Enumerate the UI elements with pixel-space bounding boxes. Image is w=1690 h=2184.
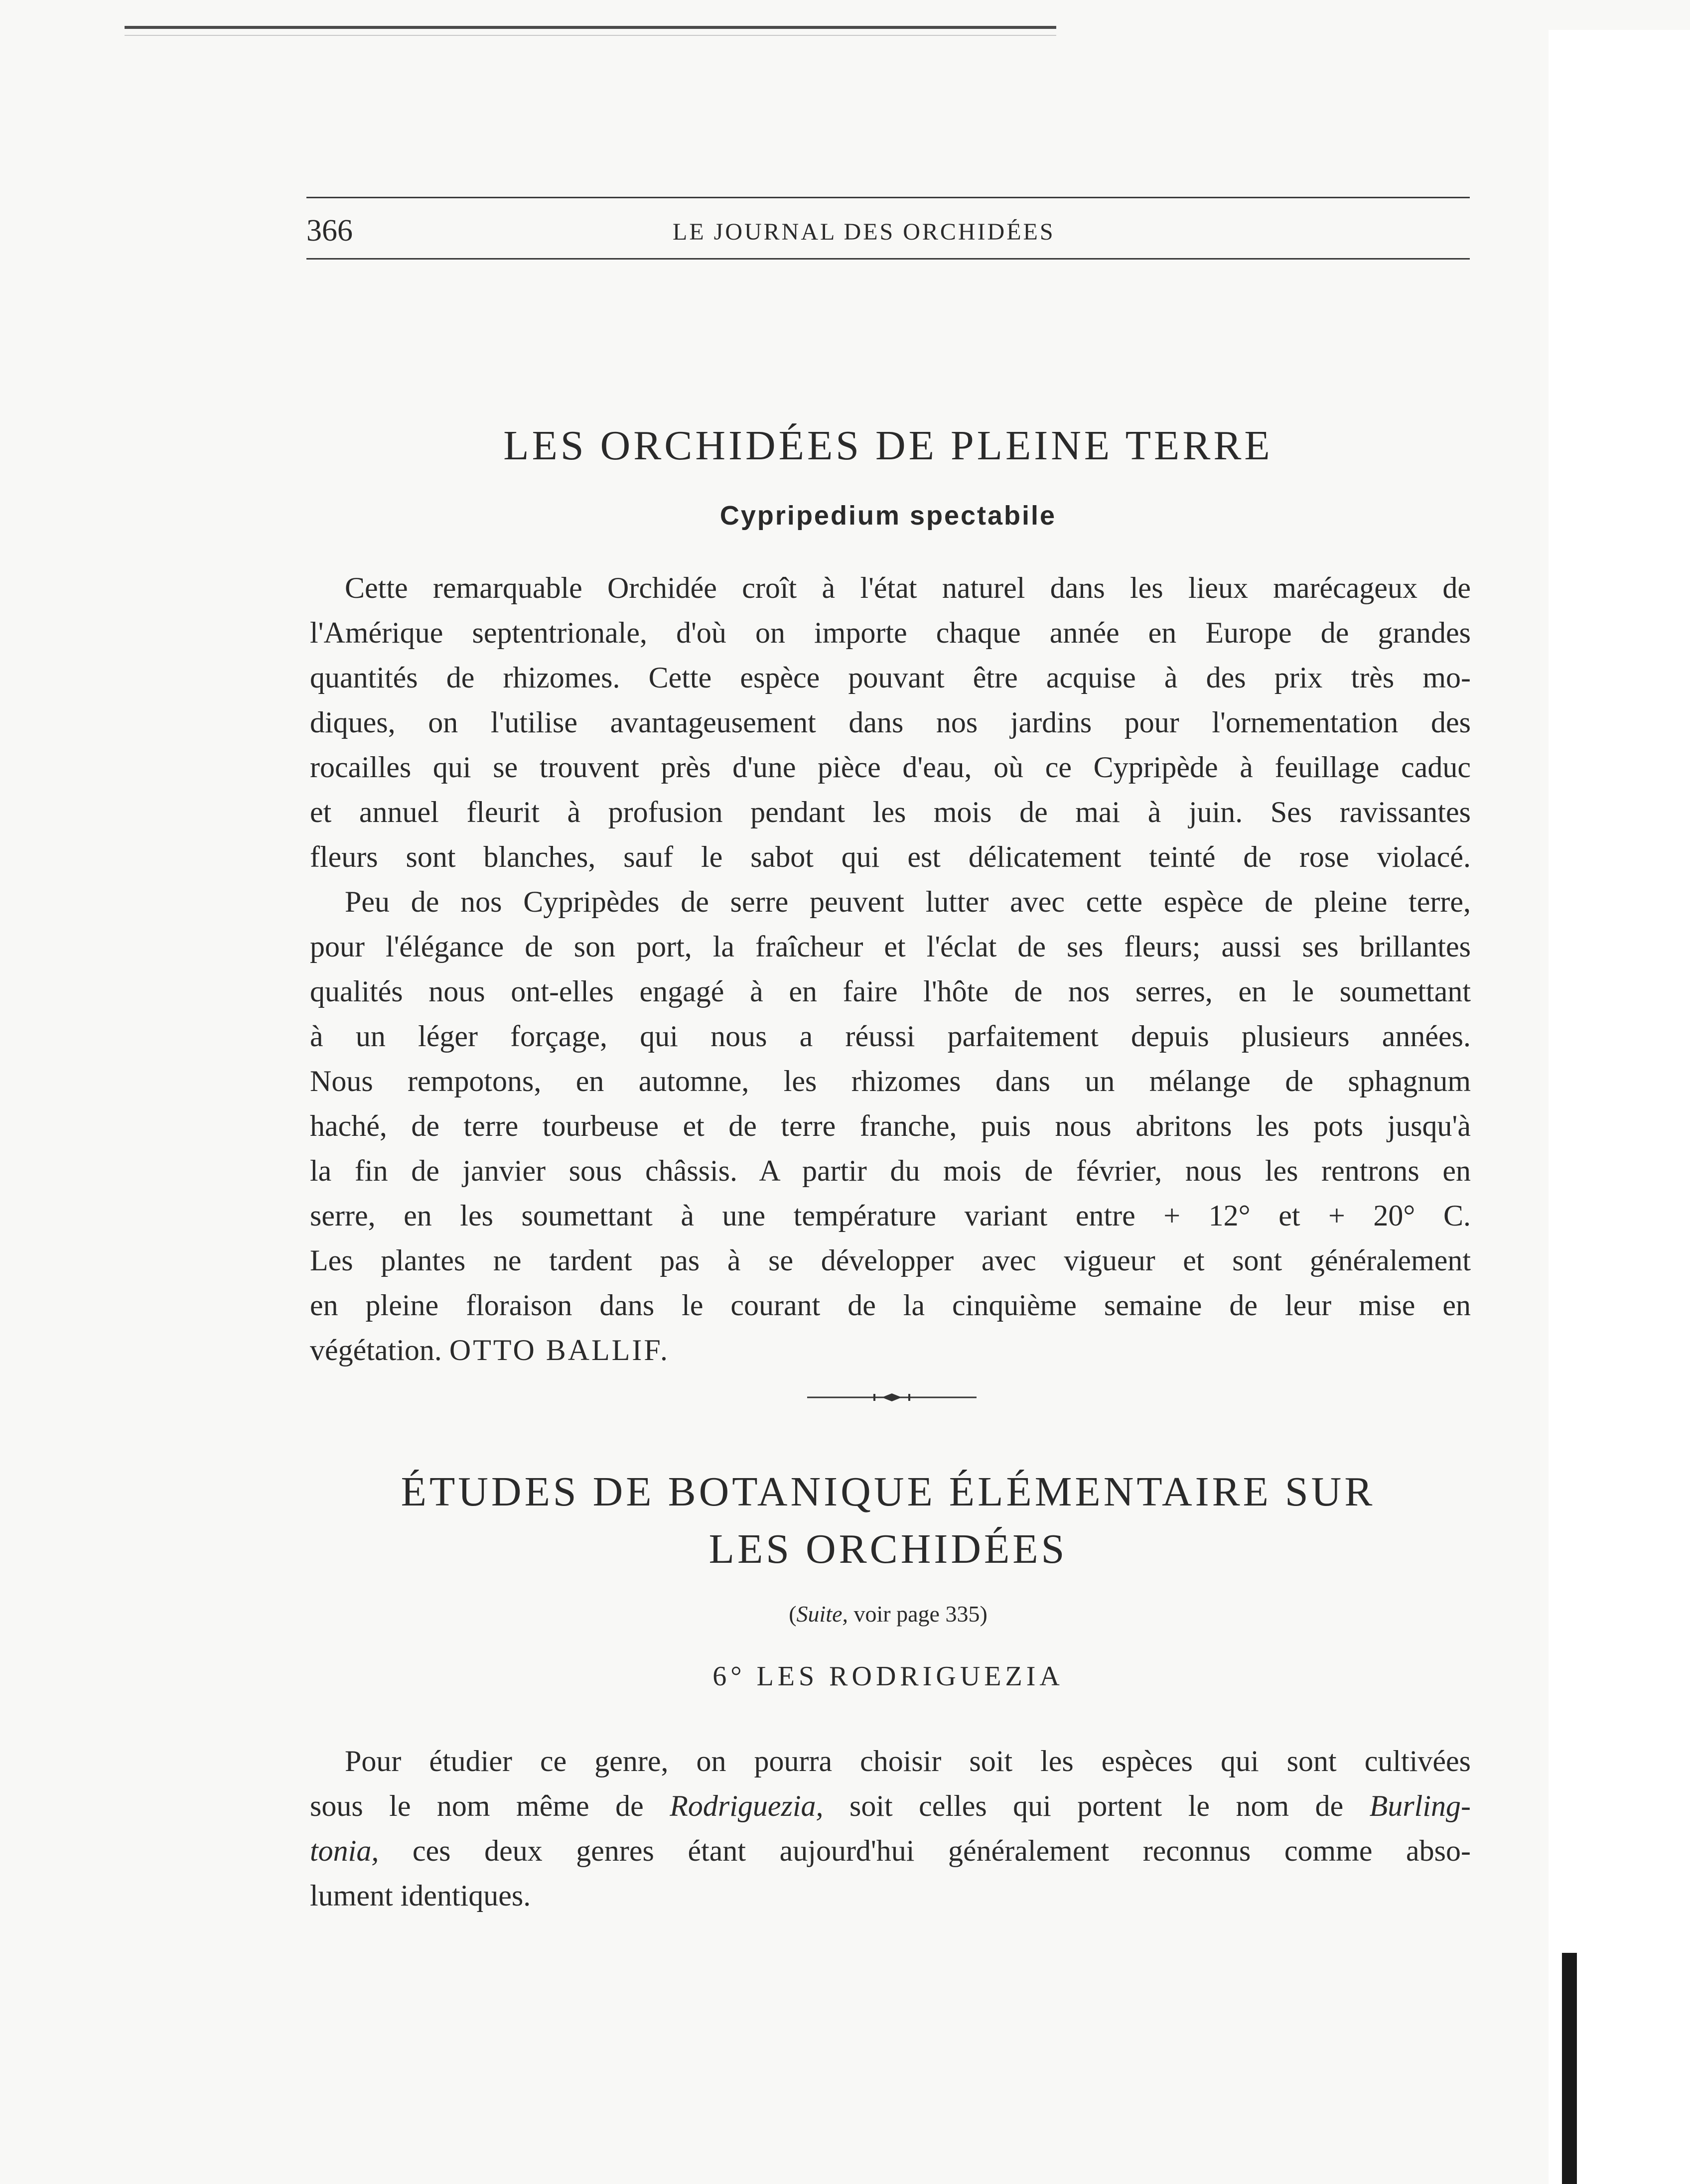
- article-title: LES ORCHIDÉES DE PLEINE TERRE: [503, 422, 1273, 469]
- text-line: haché, de terre tourbeuse et de terre franche, puis nous abritons les pots jusqu'à: [310, 1109, 1471, 1142]
- text-line: rocailles qui se trouvent près d'une pièce d'eau, où ce Cypripède à feuillage caduc: [310, 751, 1471, 784]
- header-rule-bottom: [306, 258, 1470, 260]
- page-number: 366: [306, 214, 353, 248]
- paragraph-3: [310, 1739, 1471, 1918]
- text-line: et annuel fleurit à profusion pendant les mois de mai à juin. Ses ravissantes: [310, 796, 1471, 828]
- text-line: Peu de nos Cypripèdes de serre peuvent lutter avec cette espèce de pleine terre,: [345, 885, 1471, 918]
- author-signature: OTTO BALLIF.: [449, 1334, 670, 1366]
- text-line: quantités de rhizomes. Cette espèce pouvant être acquise à des prix très mo-: [310, 661, 1471, 694]
- running-title: LE JOURNAL DES ORCHIDÉES: [673, 219, 1055, 245]
- scan-right-margin: [1549, 30, 1690, 2184]
- text-line: pour l'élégance de son port, la fraîcheur et l'éclat de ses fleurs; aussi ses brillantes: [310, 930, 1471, 963]
- text-line: qualités nous ont-elles engagé à en faire l'hôte de nos serres, en le soumettant: [310, 975, 1471, 1008]
- scan-faint-rule: [125, 35, 1056, 36]
- text-line: Cette remarquable Orchidée croît à l'état naturel dans les lieux marécageux de: [345, 571, 1471, 604]
- scan-top-rule: [125, 26, 1056, 29]
- paragraph-1: [310, 565, 1471, 879]
- header-rule-top: [306, 197, 1470, 198]
- scan-dark-edge: [1562, 1953, 1577, 2184]
- text-line: à un léger forçage, qui nous a réussi parfaitement depuis plusieurs années.: [310, 1020, 1471, 1053]
- article-2-title-line-2: LES ORCHIDÉES: [708, 1526, 1068, 1572]
- section-divider-ornament: [807, 1392, 977, 1402]
- text-line: Nous rempotons, en automne, les rhizomes dans un mélange de sphagnum: [310, 1065, 1471, 1097]
- text-line: l'Amérique septentrionale, d'où on importe chaque année en Europe de grandes: [310, 616, 1471, 649]
- text-line: sous le nom même de Rodriguezia, soit celles qui portent le nom de Burling-: [310, 1789, 1471, 1822]
- text-line: tonia, ces deux genres étant aujourd'hui généralement reconnus comme abso-: [310, 1834, 1471, 1867]
- text-line: Les plantes ne tardent pas à se développer avec vigueur et sont généralement: [310, 1244, 1471, 1277]
- paragraph-2: [310, 879, 1471, 1372]
- article-2-title-line-1: ÉTUDES DE BOTANIQUE ÉLÉMENTAIRE SUR: [401, 1469, 1376, 1515]
- text-line: lument identiques.: [310, 1879, 531, 1912]
- text-line: fleurs sont blanches, sauf le sabot qui est délicatement teinté de rose violacé.: [310, 840, 1471, 873]
- continuation-note: (Suite, voir page 335): [789, 1601, 987, 1627]
- text-line: diques, on l'utilise avantageusement dans nos jardins pour l'ornementation des: [310, 706, 1471, 739]
- closing-line: [310, 1328, 1471, 1372]
- text-line: la fin de janvier sous châssis. A partir du mois de février, nous les rentrons en: [310, 1154, 1471, 1187]
- text-line: serre, en les soumettant à une température variant entre + 12° et + 20° C.: [310, 1199, 1471, 1232]
- text-line: Pour étudier ce genre, on pourra choisir soit les espèces qui sont cultivées: [345, 1745, 1471, 1777]
- closing-text: végétation.: [310, 1334, 442, 1366]
- article-subtitle: Cypripedium spectabile: [719, 501, 1057, 531]
- suite-italic: Suite,: [796, 1601, 848, 1627]
- text-line: en pleine floraison dans le courant de la cinquième semaine de leur mise en: [310, 1289, 1471, 1322]
- section-heading: 6° LES RODRIGUEZIA: [712, 1661, 1064, 1692]
